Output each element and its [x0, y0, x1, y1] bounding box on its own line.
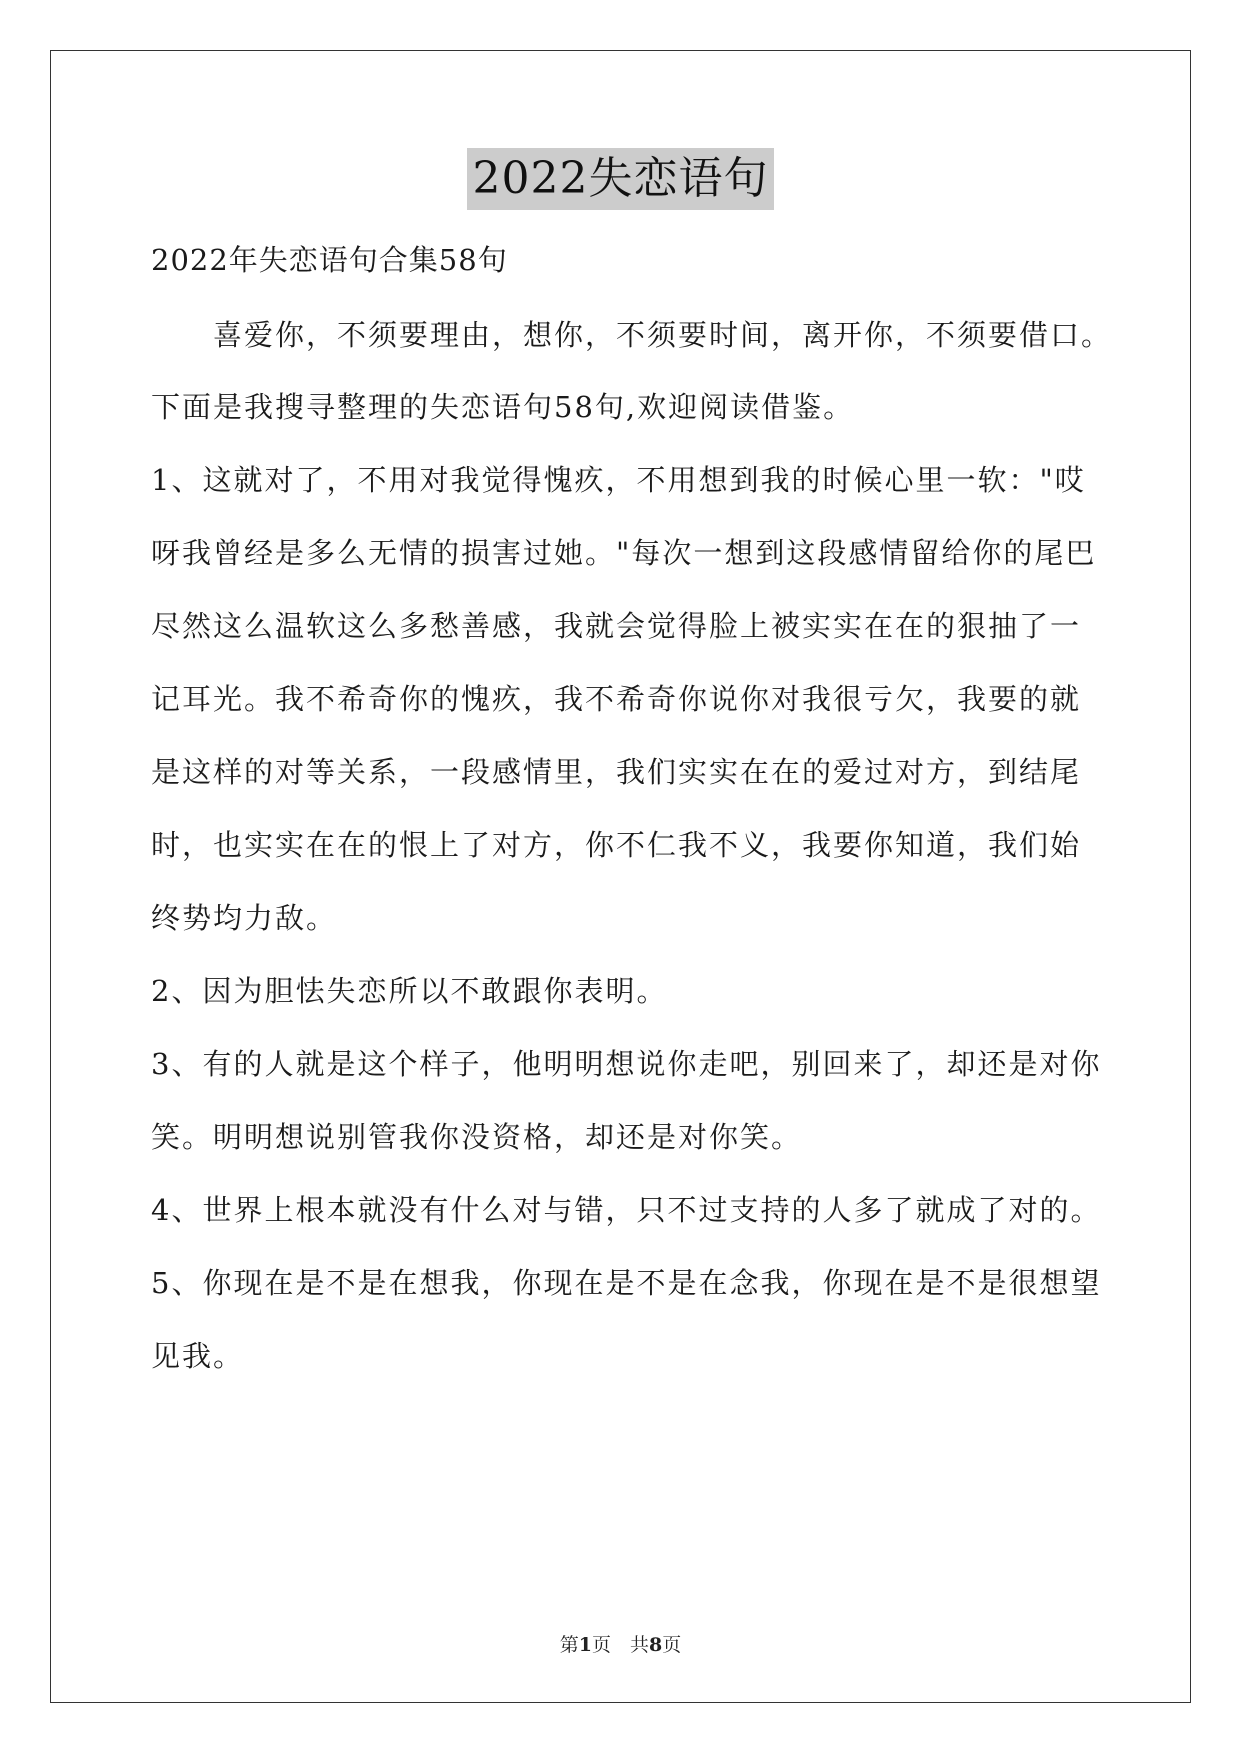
body-line: 笑。明明想说别管我你没资格，却还是对你笑。	[151, 1120, 803, 1154]
document-title: 2022失恋语句	[467, 148, 775, 210]
footer-mid: 页 共	[591, 1634, 649, 1656]
page-border	[50, 50, 1191, 1703]
body-line: 见我。	[151, 1339, 245, 1373]
footer-suffix: 页	[662, 1634, 682, 1656]
body-line: 是这样的对等关系，一段感情里，我们实实在在的爱过对方，到结尾	[151, 755, 1082, 789]
body-line: 喜爱你，不须要理由，想你，不须要时间，离开你，不须要借口。	[151, 318, 1113, 352]
body-line: 2、因为胆怯失恋所以不敢跟你表明。	[151, 974, 668, 1008]
body-line: 3、有的人就是这个样子，他明明想说你走吧，别回来了，却还是对你	[151, 1047, 1102, 1081]
body-line: 下面是我搜寻整理的失恋语句58句,欢迎阅读借鉴。	[151, 390, 855, 424]
body-line: 记耳光。我不希奇你的愧疚，我不希奇你说你对我很亏欠，我要的就	[151, 682, 1082, 716]
title-container	[0, 148, 1241, 210]
footer-page-number: 1	[578, 1634, 592, 1656]
body-line: 5、你现在是不是在想我，你现在是不是在念我，你现在是不是很想望	[151, 1266, 1102, 1300]
body-line: 尽然这么温软这么多愁善感，我就会觉得脸上被实实在在的狠抽了一	[151, 609, 1082, 643]
body-line: 呀我曾经是多么无情的损害过她。"每次一想到这段感情留给你的尾巴	[151, 536, 1097, 570]
body-line: 4、世界上根本就没有什么对与错，只不过支持的人多了就成了对的。	[151, 1193, 1102, 1227]
document-subtitle: 2022年失恋语句合集58句	[151, 243, 508, 277]
body-line: 时，也实实在在的恨上了对方，你不仁我不义，我要你知道，我们始	[151, 828, 1082, 862]
body-line: 1、这就对了，不用对我觉得愧疚，不用想到我的时候心里一软："哎	[151, 463, 1086, 497]
footer-total-pages: 8	[649, 1634, 663, 1656]
body-line: 终势均力敌。	[151, 901, 338, 935]
page-footer	[0, 1630, 1241, 1657]
footer-prefix: 第	[559, 1634, 579, 1656]
